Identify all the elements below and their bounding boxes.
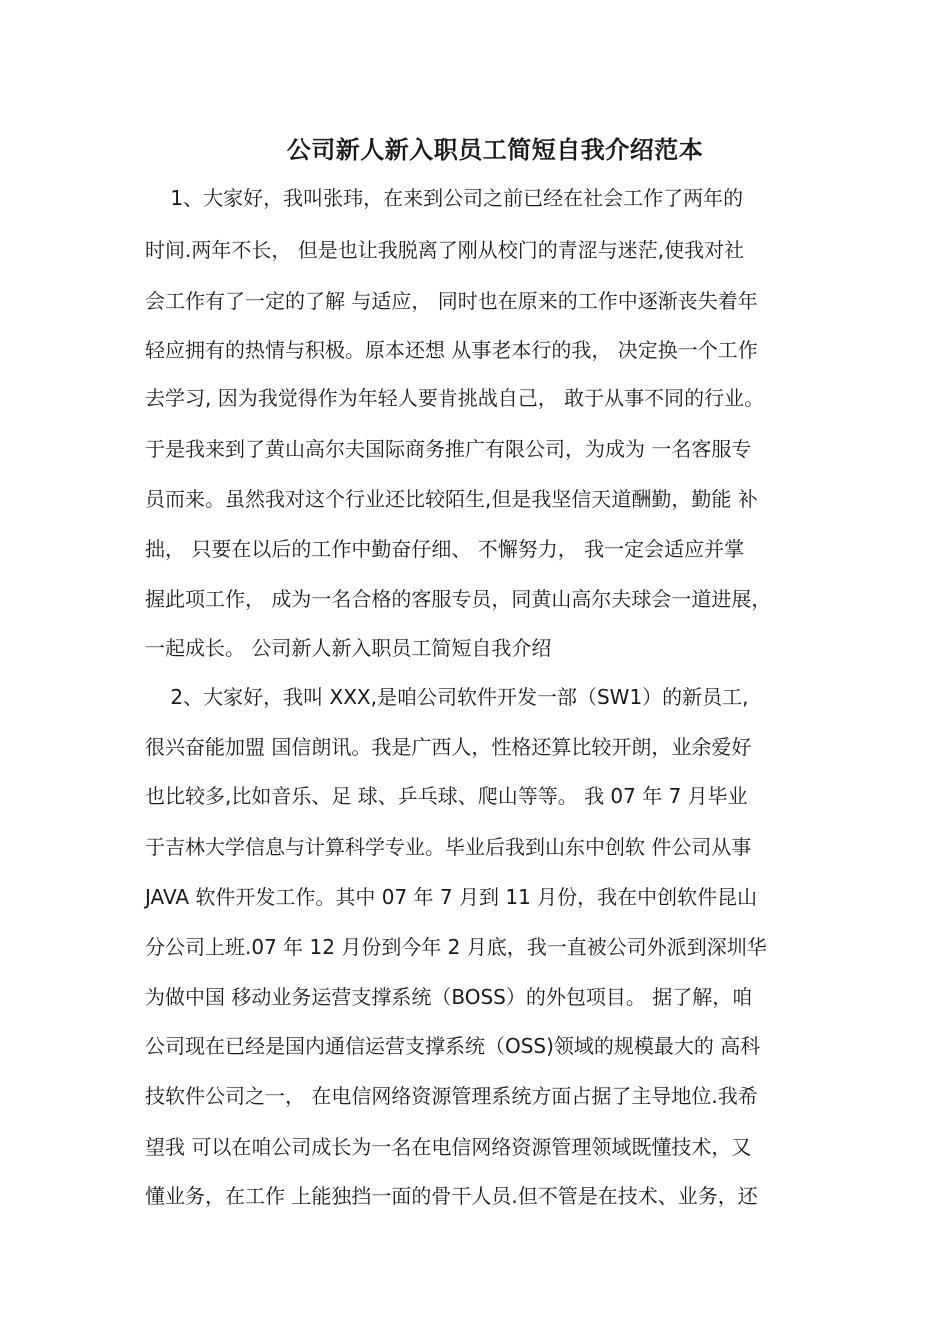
paragraph-line: 轻应拥有的热情与积极。原本还想 从事老本行的我， 决定换一个工作 [145, 338, 758, 362]
paragraph-line: 会工作有了一定的了解 与适应， 同时也在原来的工作中逐渐丧失着年 [145, 289, 758, 313]
paragraph-line: 公司现在已经是国内通信运营支撑系统（OSS)领域的规模最大的 高科 [145, 1034, 761, 1058]
paragraph-line: 很兴奋能加盟 国信朗讯。我是广西人，性格还算比较开朗，业余爱好 [145, 735, 752, 759]
paragraph-line: 分公司上班.07 年 12 月份到今年 2 月底，我一直被公司外派到深圳华 [145, 935, 767, 959]
paragraph-line: 1、大家好，我叫张玮，在来到公司之前已经在社会工作了两年的 [145, 186, 744, 210]
paragraph-line: 时间.两年不长， 但是也让我脱离了刚从校门的青涩与迷茫,使我对社 [145, 238, 745, 262]
paragraph-line: 去学习, 因为我觉得作为年轻人要肯挑战自己， 敢于从事不同的行业。 [145, 386, 765, 410]
paragraph-line: 也比较多,比如音乐、足 球、乒乓球、爬山等等。 我 07 年 7 月毕业 [145, 784, 748, 808]
paragraph-line: 于吉林大学信息与计算科学专业。毕业后我到山东中创软 件公司从事 [145, 835, 752, 859]
paragraph-line: 懂业务，在工作 上能独挡一面的骨干人员.但不管是在技术、业务，还 [145, 1184, 758, 1208]
paragraph-line: 2、大家好，我叫 XXX,是咱公司软件开发一部（SW1）的新员工, [145, 685, 749, 709]
paragraph-line: 一起成长。 公司新人新入职员工简短自我介绍 [145, 636, 552, 660]
paragraph-line: 于是我来到了黄山高尔夫国际商务推广有限公司，为成为 一名客服专 [145, 437, 752, 461]
document-title: 公司新人新入职员工简短自我介绍范本 [286, 136, 704, 164]
paragraph-line: JAVA 软件开发工作。其中 07 年 7 月到 11 月份，我在中创软件昆山 [145, 885, 758, 909]
paragraph-line: 为做中国 移动业务运营支撑系统（BOSS）的外包项目。 据了解，咱 [145, 985, 753, 1009]
paragraph-line: 拙， 只要在以后的工作中勤奋仔细、 不懈努力， 我一定会适应并掌 [145, 537, 745, 561]
paragraph-line: 握此项工作， 成为一名合格的客服专员，同黄山高尔夫球会一道进展， [145, 587, 772, 611]
paragraph-line: 员而来。虽然我对这个行业还比较陌生,但是我坚信天道酬勤，勤能 补 [145, 487, 758, 511]
paragraph-line: 技软件公司之一， 在电信网络资源管理系统方面占据了主导地位.我希 [145, 1084, 758, 1108]
paragraph-line: 望我 可以在咱公司成长为一名在电信网络资源管理领域既懂技术，又 [145, 1135, 752, 1159]
